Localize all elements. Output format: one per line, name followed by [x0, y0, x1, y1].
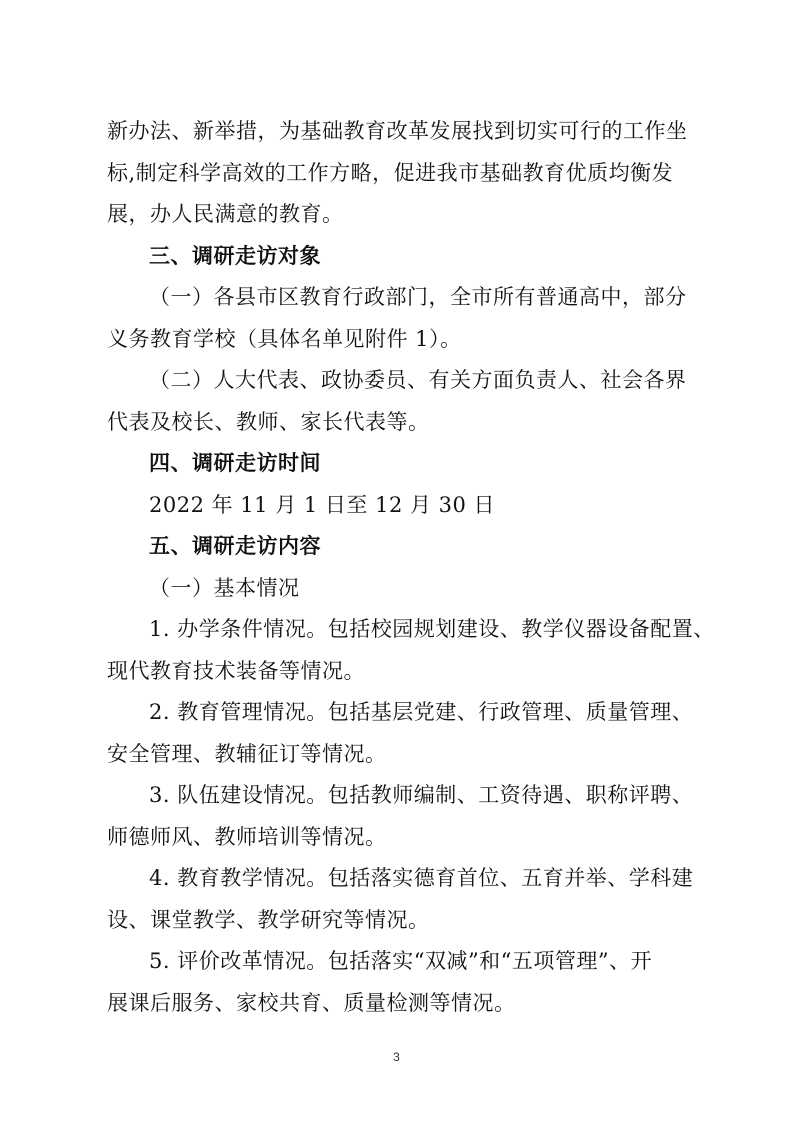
body-text-line: 4. 教育教学情况。包括落实德育首位、五育并举、学科建: [149, 866, 694, 890]
section-heading-5: 五、调研走访内容: [149, 534, 321, 558]
body-text-line: 现代教育技术装备等情况。: [107, 659, 365, 683]
body-text-line: 展，办人民满意的教育。: [107, 202, 344, 226]
body-text-line: 安全管理、教辅征订等情况。: [107, 742, 387, 766]
body-text-line: 标,制定科学高效的工作方略，促进我市基础教育优质均衡发: [107, 161, 674, 185]
body-text-line: 展课后服务、家校共育、质量检测等情况。: [107, 991, 516, 1015]
body-text-line: 5. 评价改革情况。包括落实“双减”和“五项管理”、开: [149, 949, 653, 973]
body-text-line: 代表及校长、教师、家长代表等。: [107, 410, 430, 434]
body-text-line: （二）人大代表、政协委员、有关方面负责人、社会各界: [149, 368, 687, 392]
page-number: 3: [393, 1050, 400, 1064]
body-text-line: 1. 办学条件情况。包括校园规划建设、教学仪器设备配置、: [149, 617, 715, 641]
body-text-line: 2. 教育管理情况。包括基层党建、行政管理、质量管理、: [149, 700, 694, 724]
date-range-text: 2022 年 11 月 1 日至 12 月 30 日: [149, 493, 496, 517]
body-text-line: 义务教育学校（具体名单见附件 1）。: [107, 327, 462, 351]
body-text-line: 3. 队伍建设情况。包括教师编制、工资待遇、职称评聘、: [149, 783, 694, 807]
section-heading-3: 三、调研走访对象: [149, 244, 321, 268]
body-text-line: 设、课堂教学、教学研究等情况。: [107, 908, 430, 932]
section-heading-4: 四、调研走访时间: [149, 451, 321, 475]
body-text-line: （一）各县市区教育行政部门，全市所有普通高中，部分: [149, 285, 687, 309]
body-text-line: 新办法、新举措，为基础教育改革发展找到切实可行的工作坐: [107, 119, 688, 143]
subsection-heading: （一）基本情况: [149, 576, 300, 600]
body-text-line: 师德师风、教师培训等情况。: [107, 825, 387, 849]
